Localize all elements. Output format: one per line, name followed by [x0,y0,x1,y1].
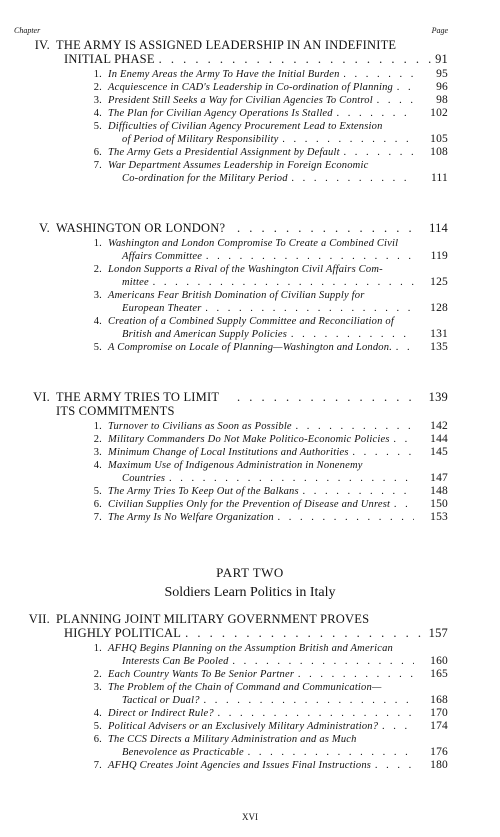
section-title: The Army Gets a Presidential Assignment by Default [108,147,340,158]
section-number: 5. [93,342,102,353]
chapter-title [18,390,448,418]
chapter-column-header: Chapter [14,26,41,35]
section-page: 148 [430,485,448,497]
section-entry [18,120,448,133]
section-number: 1. [93,238,102,249]
leader-dots [233,655,414,668]
chapter-number: VI. [33,390,50,404]
section-number: 3. [93,447,102,458]
section-entry [18,642,448,655]
section-number: 7. [93,160,102,171]
section-page: 174 [430,720,448,732]
chapter-number: IV. [34,38,50,52]
section-entry [18,459,448,472]
leader-dots [292,172,414,185]
leader-dots [206,302,414,315]
section-entry [18,302,448,315]
leader-dots [353,446,414,459]
section-page: 95 [436,68,448,80]
section-page: 147 [430,472,448,484]
section-number: 3. [93,682,102,693]
chapter-number: VII. [28,612,50,626]
section-title: A Compromise on Locale of Planning—Washington and London. [108,342,393,353]
section-number: 5. [93,121,102,132]
leader-dots [185,626,425,640]
section-title: mittee [122,277,149,288]
section-title: Political Advisers or an Exclusively Military Administration? [108,721,379,732]
section-entry [18,315,448,328]
section-page: 98 [436,94,448,106]
section-entry [18,328,448,341]
section-entry [18,94,448,107]
chapter-title-text: INITIAL PHASE [64,52,155,66]
chapter-title-line2 [18,52,448,66]
section-page: 131 [430,328,448,340]
section-page: 128 [430,302,448,314]
section-page: 160 [430,655,448,667]
section-entry [18,146,448,159]
leader-dots [278,511,414,524]
leader-dots [283,133,414,146]
chapter-block [18,612,448,772]
section-entry [18,707,448,720]
section-title: The Problem of the Chain of Command and Communication— [108,682,382,693]
section-page: 153 [430,511,448,523]
section-entry [18,472,448,485]
page-column-header: Page [431,26,448,35]
section-number: 6. [93,499,102,510]
section-number: 2. [93,434,102,445]
section-page: 119 [430,250,448,262]
section-entry [18,511,448,524]
section-page: 144 [430,433,448,445]
section-entry [18,289,448,302]
section-entry [18,172,448,185]
chapter-title [18,612,448,626]
chapter-block [18,221,448,354]
chapter-title-text: THE ARMY TRIES TO LIMIT ITS COMMITMENTS [56,390,219,418]
section-page: 96 [436,81,448,93]
section-page: 108 [430,146,448,158]
section-page: 176 [430,746,448,758]
section-page: 165 [430,668,448,680]
section-title: Difficulties of Civilian Agency Procurement Lead to Extension [108,121,383,132]
section-entry [18,107,448,120]
chapter-number: V. [39,221,50,235]
section-entry [18,681,448,694]
section-entry [18,433,448,446]
section-title: European Theater [122,303,202,314]
section-title: Washington and London Compromise To Create a Combined Civil [108,238,399,249]
section-page: 170 [430,707,448,719]
leader-dots [237,390,414,404]
section-entry [18,341,448,354]
part-subtitle: Soldiers Learn Politics in Italy [164,585,336,600]
section-entry [18,655,448,668]
section-number: 1. [93,421,102,432]
chapter-title-text: PLANNING JOINT MILITARY GOVERNMENT PROVES [56,612,370,626]
chapter-title-text: WASHINGTON OR LONDON? [56,221,226,235]
section-entry [18,250,448,263]
section-number: 3. [93,95,102,106]
leader-dots [298,668,414,681]
section-page: 145 [430,446,448,458]
leader-dots [159,52,431,66]
section-entry [18,485,448,498]
section-page: 125 [430,276,448,288]
section-entry [18,159,448,172]
section-number: 5. [93,721,102,732]
chapter-title-text: HIGHLY POLITICAL [64,626,182,640]
section-title: Each Country Wants To Be Senior Partner [108,669,295,680]
section-page: 180 [430,759,448,771]
section-page: 111 [431,172,448,184]
leader-dots [394,498,414,511]
leader-dots [218,707,414,720]
section-title: Co-ordination for the Military Period [122,173,288,184]
leader-dots [303,485,414,498]
chapter-block [18,390,448,524]
section-title: President Still Seeks a Way for Civilian Agencies To Control [108,95,373,106]
chapter-title-line2 [18,626,448,640]
section-entry [18,668,448,681]
section-entry [18,720,448,733]
section-entry [18,759,448,772]
section-entry [18,694,448,707]
section-entry [18,733,448,746]
section-entry [18,263,448,276]
leader-dots [206,250,414,263]
section-title: Affairs Committee [122,251,203,262]
section-title: London Supports a Rival of the Washington Civil Affairs Com- [108,264,383,275]
chapter-page: 91 [435,52,448,66]
section-title: War Department Assumes Leadership in Foreign Economic [108,160,369,171]
leader-dots [153,276,414,289]
section-title: Acquiescence in CAD's Leadership in Co-ordination of Planning [108,82,393,93]
leader-dots [337,107,414,120]
leader-dots [296,420,414,433]
section-title: Turnover to Civilians as Soon as Possible [108,421,292,432]
section-number: 2. [93,669,102,680]
section-entry [18,276,448,289]
section-number: 4. [93,460,102,471]
section-title: of Period of Military Responsibility [122,134,279,145]
page-number: XVI [242,812,258,822]
leader-dots [382,720,414,733]
section-title: Tactical or Dual? [122,695,200,706]
leader-dots [377,94,414,107]
section-number: 4. [93,708,102,719]
section-number: 6. [93,734,102,745]
leader-dots [344,68,414,81]
section-page: 105 [430,133,448,145]
leader-dots [397,81,414,94]
section-number: 1. [93,69,102,80]
section-title: Interests Can Be Pooled [122,656,229,667]
section-number: 7. [93,512,102,523]
leader-dots [344,146,414,159]
chapter-title [18,38,448,52]
section-entry [18,237,448,250]
section-title: AFHQ Begins Planning on the Assumption British and American [108,643,393,654]
section-number: 7. [93,760,102,771]
section-number: 6. [93,147,102,158]
section-entry [18,498,448,511]
chapter-title-text: THE ARMY IS ASSIGNED LEADERSHIP IN AN INDEFINITE [56,38,397,52]
section-entry [18,81,448,94]
section-title: Countries [122,473,166,484]
section-number: 4. [93,108,102,119]
section-title: Benevolence as Practicable [122,747,244,758]
section-title: British and American Supply Policies [122,329,288,340]
section-title: The Army Is No Welfare Organization [108,512,274,523]
chapter-page: 114 [429,221,448,235]
section-title: The Army Tries To Keep Out of the Balkans [108,486,299,497]
part-label: PART TWO [216,565,284,580]
section-number: 4. [93,316,102,327]
section-number: 3. [93,290,102,301]
section-title: Military Commanders Do Not Make Politico-Economic Policies [108,434,390,445]
leader-dots [394,433,414,446]
leader-dots [204,694,414,707]
section-title: Civilian Supplies Only for the Prevention of Disease and Unrest [108,499,391,510]
section-title: Minimum Change of Local Institutions and Authorities [108,447,349,458]
section-entry [18,133,448,146]
section-title: AFHQ Creates Joint Agencies and Issues Final Instructions [108,760,372,771]
section-page: 135 [430,341,448,353]
leader-dots [396,341,414,354]
leader-dots [291,328,414,341]
chapter-block [18,38,448,185]
section-title: Maximum Use of Indigenous Administration in Nonenemy [108,460,363,471]
leader-dots [375,759,414,772]
section-number: 5. [93,486,102,497]
section-number: 1. [93,643,102,654]
section-entry [18,420,448,433]
section-page: 150 [430,498,448,510]
section-title: Creation of a Combined Supply Committee and Reconciliation of [108,316,394,327]
section-page: 142 [430,420,448,432]
section-entry [18,746,448,759]
chapter-title [18,221,448,235]
chapter-page: 157 [428,626,448,640]
section-entry [18,68,448,81]
section-page: 168 [430,694,448,706]
section-title: Direct or Indirect Rule? [108,708,214,719]
leader-dots [248,746,414,759]
section-title: The CCS Directs a Military Administration and as Much [108,734,357,745]
section-page: 102 [430,107,448,119]
section-title: In Enemy Areas the Army To Have the Initial Burden [108,69,340,80]
leader-dots [237,221,414,235]
section-entry [18,446,448,459]
leader-dots [169,472,414,485]
section-number: 2. [93,264,102,275]
chapter-page: 139 [428,390,448,404]
section-title: The Plan for Civilian Agency Operations Is Stalled [108,108,333,119]
section-number: 2. [93,82,102,93]
section-title: Americans Fear British Domination of Civilian Supply for [108,290,365,301]
